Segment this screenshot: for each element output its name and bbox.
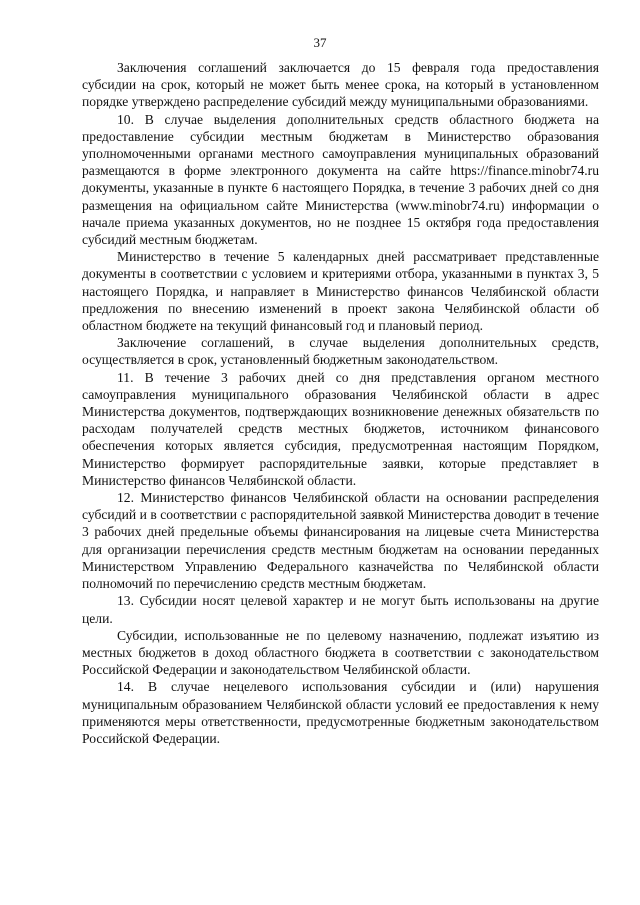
paragraph-misused-subsidies: Субсидии, использованные не по целевому назначению, подлежат изъятию из местных бюджетов в доход областного бюджета в соответствии с законодательством Российской Федерации и законодательством Челябинской области. [82, 627, 599, 678]
paragraph-10-additional-funds: 10. В случае выделения дополнительных средств областного бюджета на предоставление субсидии местным бюджетам в Министерство образования уполномоченными органами местного самоуправления муниципальных образований размещаются в форме электронного документа на сайте https://finance.minobr74.ru документы, указанные в пункте 6 настоящего Порядка, в течение 3 рабочих дней со дня размещения на официальном сайте Министерства (www.minobr74.ru) информации о начале приема указанных документов, но не позднее 15 октября года предоставления субсидий местным бюджетам. [82, 111, 599, 248]
paragraph-13-targeted-use: 13. Субсидии носят целевой характер и не могут быть использованы на другие цели. [82, 593, 599, 626]
paragraph-agreement-terms: Заключение соглашений, в случае выделения дополнительных средств, осуществляется в срок, установленный бюджетным законодательством. [82, 335, 599, 368]
document-body [82, 59, 599, 747]
page-number: 37 [313, 35, 327, 50]
paragraph-ministry-review: Министерство в течение 5 календарных дней рассматривает представленные документы в соответствии с условием и критериями отбора, указанными в пунктах 3, 5 настоящего Порядка, и направляет в Министерство финансов Челябинской области предложения по внесению изменений в проект закона Челябинской области об областном бюджете на текущий финансовый год и плановый период. [82, 249, 599, 334]
paragraph-12-financing-limits: 12. Министерство финансов Челябинской области на основании распределения субсидий и в соответствии с распорядительной заявкой Министерства доводит в течение 3 рабочих дней предельные объемы финансирования на лицевые счета Министерства для организации перечисления средств местным бюджетам на основании переданных Министерством Управлению Федерального казначейства по Челябинской области полномочий по перечислению средств местным бюджетам. [82, 490, 599, 592]
paragraph-11-payment-requests: 11. В течение 3 рабочих дней со дня представления органом местного самоуправления муниципального образования Челябинской области в адрес Министерства документов, подтверждающих возникновение денежных обязательств по расходам получателей средств местных бюджетов, источником финансового обеспечения которых является субсидия, предусмотренная настоящим Порядком, Министерство формирует распорядительные заявки, которые представляет в Министерство финансов Челябинской области. [82, 369, 599, 488]
paragraph-contract-deadline: Заключения соглашений заключается до 15 февраля года предоставления субсидии на срок, который не может быть менее срока, на который в установленном порядке утверждено распределение субсидий между муниципальными образованиями. [82, 60, 599, 110]
paragraph-14-responsibility: 14. В случае нецелевого использования субсидии и (или) нарушения муниципальным образованием Челябинской области условий ее предоставления к нему применяются меры ответственности, предусмотренные бюджетным законодательством Российской Федерации. [82, 679, 599, 746]
